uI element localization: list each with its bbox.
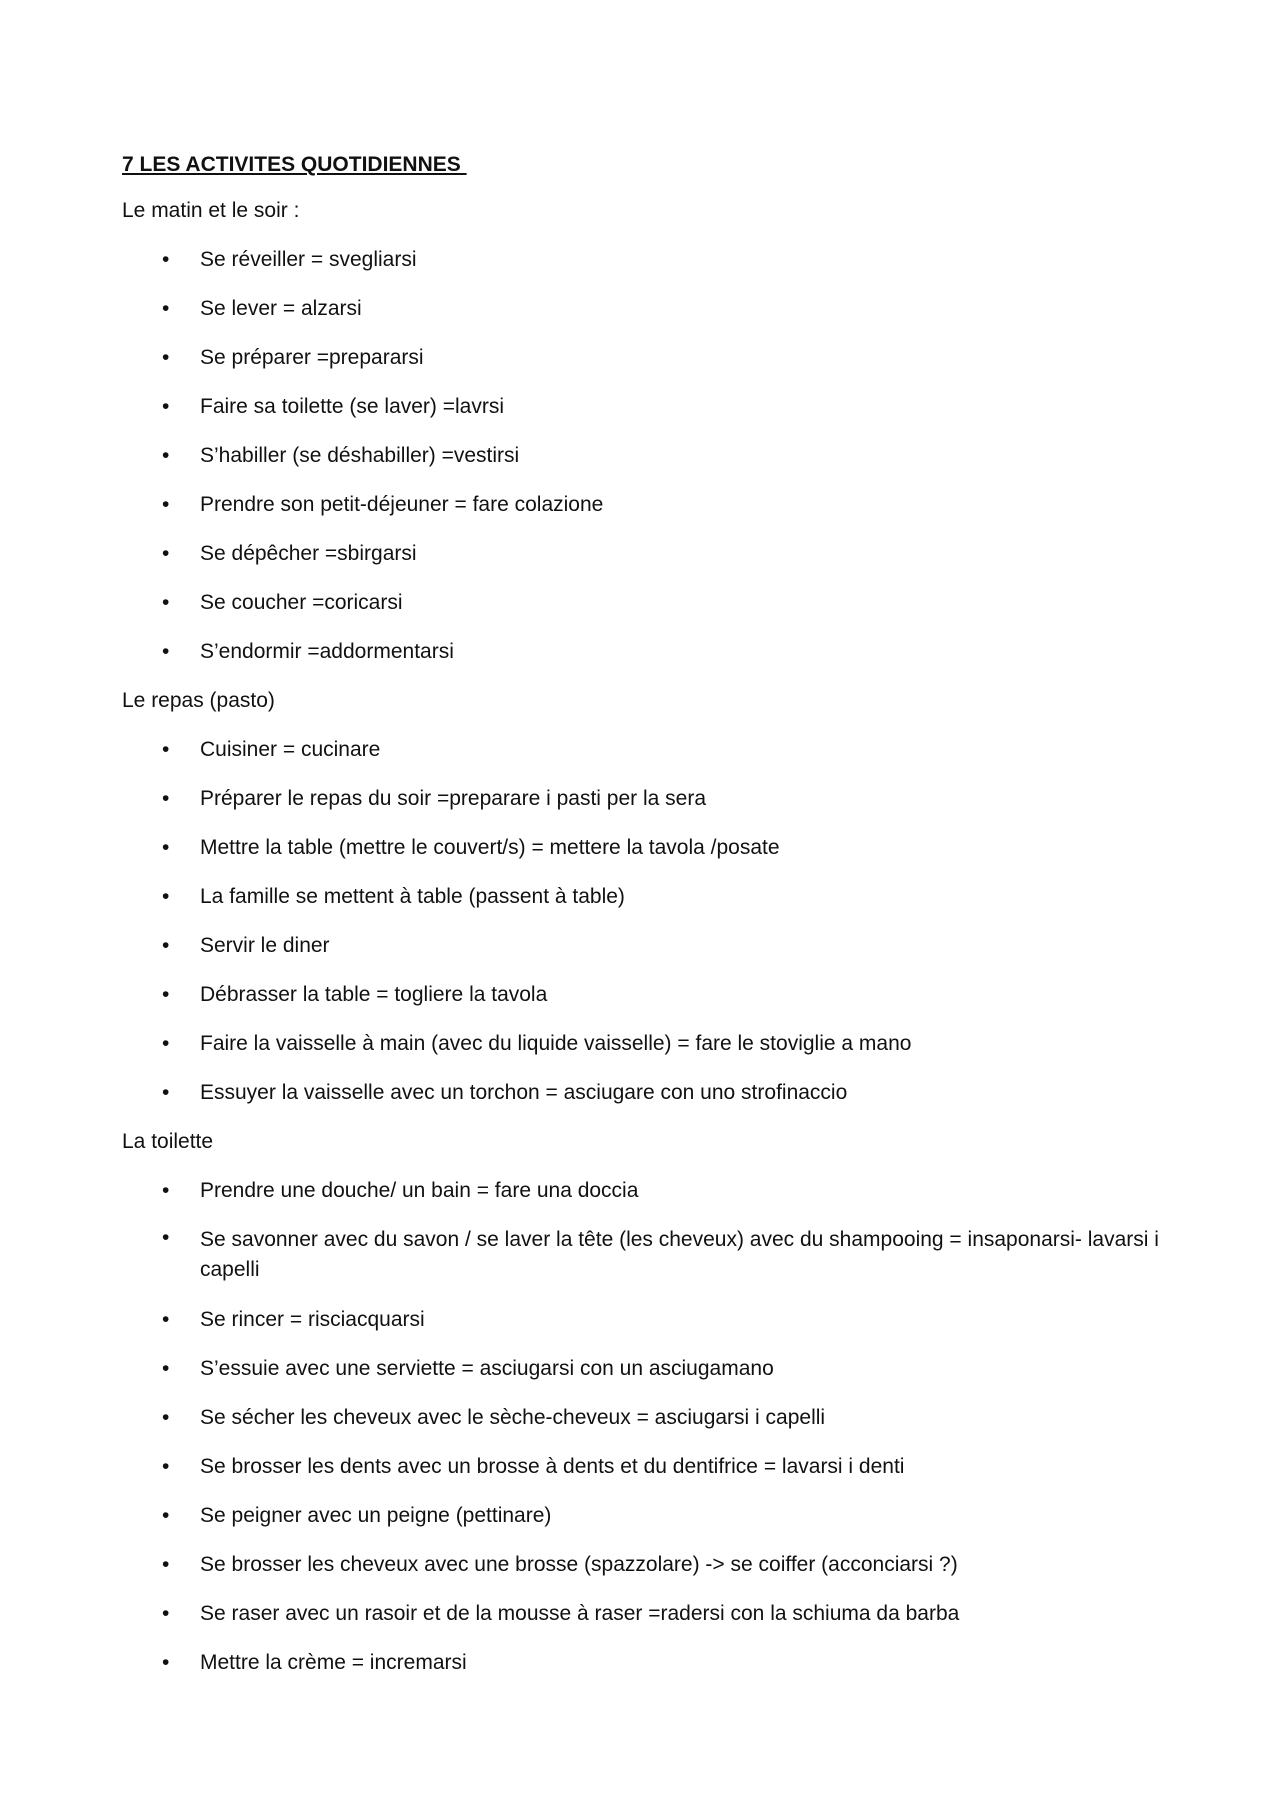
list-item: • S’habiller (se déshabiller) =vestirsi xyxy=(162,444,520,467)
list-item: • Essuyer la vaisselle avec un torchon = asciugare con uno strofinaccio xyxy=(162,1081,848,1104)
list-item: • Mettre la crème = incremarsi xyxy=(162,1651,467,1674)
bullet-icon: • xyxy=(162,591,170,614)
list-item: • Prendre une douche/ un bain = fare una doccia xyxy=(162,1179,639,1202)
bullet-icon: • xyxy=(162,493,170,516)
bullet-icon: • xyxy=(162,542,170,565)
list-item: • Cuisiner = cucinare xyxy=(162,738,381,761)
bullet-icon: • xyxy=(162,885,170,908)
section-heading: Le repas (pasto) xyxy=(122,689,275,712)
bullet-icon: • xyxy=(162,1032,170,1055)
bullet-icon: • xyxy=(162,738,170,761)
bullet-icon: • xyxy=(162,248,170,271)
bullet-icon: • xyxy=(162,1357,170,1380)
list-item: • Servir le diner xyxy=(162,934,330,957)
list-item: • Se rincer = risciacquarsi xyxy=(162,1308,425,1331)
bullet-icon: • xyxy=(162,836,170,859)
list-item: • Se préparer =prepararsi xyxy=(162,346,424,369)
document-page xyxy=(122,152,1172,1699)
list-item: • Se savonner avec du savon / se laver la tête (les cheveux) avec du shampooing = insaponarsi- lavarsi i capelli xyxy=(162,1226,1159,1281)
bullet-icon: • xyxy=(162,444,170,467)
section-morning-evening xyxy=(122,198,1172,688)
list-item: • Se coucher =coricarsi xyxy=(162,591,403,614)
bullet-icon: • xyxy=(162,1455,170,1478)
list-item: • Se raser avec un rasoir et de la mousse à raser =radersi con la schiuma da barba xyxy=(162,1602,960,1625)
bullet-icon: • xyxy=(162,1226,170,1249)
list-item: • Se réveiller = svegliarsi xyxy=(162,248,417,271)
bullet-icon: • xyxy=(162,1308,170,1331)
list-item: • S’essuie avec une serviette = asciugarsi con un asciugamano xyxy=(162,1357,774,1380)
list-item: • Préparer le repas du soir =preparare i pasti per la sera xyxy=(162,787,707,810)
list-item: • Débrasser la table = togliere la tavola xyxy=(162,983,548,1006)
vocab-list xyxy=(122,247,1172,688)
bullet-icon: • xyxy=(162,640,170,663)
list-item: • Se lever = alzarsi xyxy=(162,297,362,320)
bullet-icon: • xyxy=(162,346,170,369)
bullet-icon: • xyxy=(162,1553,170,1576)
list-item: • Faire la vaisselle à main (avec du liquide vaisselle) = fare le stoviglie a mano xyxy=(162,1032,912,1055)
section-toilette xyxy=(122,1129,1172,1699)
bullet-icon: • xyxy=(162,1179,170,1202)
vocab-list xyxy=(122,1178,1172,1699)
list-item: • Mettre la table (mettre le couvert/s) = mettere la tavola /posate xyxy=(162,836,780,859)
bullet-icon: • xyxy=(162,1406,170,1429)
bullet-icon: • xyxy=(162,787,170,810)
list-item: • Se sécher les cheveux avec le sèche-cheveux = asciugarsi i capelli xyxy=(162,1406,826,1429)
list-item: • S’endormir =addormentarsi xyxy=(162,640,454,663)
list-item: • La famille se mettent à table (passent à table) xyxy=(162,885,625,908)
section-meal xyxy=(122,688,1172,1129)
bullet-icon: • xyxy=(162,1504,170,1527)
vocab-list xyxy=(122,737,1172,1129)
list-item: • Se brosser les cheveux avec une brosse (spazzolare) -> se coiffer (acconciarsi ?) xyxy=(162,1553,958,1576)
section-heading: Le matin et le soir : xyxy=(122,199,300,222)
list-item: • Prendre son petit-déjeuner = fare colazione xyxy=(162,493,604,516)
bullet-icon: • xyxy=(162,1081,170,1104)
bullet-icon: • xyxy=(162,1602,170,1625)
list-item: • Faire sa toilette (se laver) =lavrsi xyxy=(162,395,505,418)
list-item: • Se brosser les dents avec un brosse à dents et du dentifrice = lavarsi i denti xyxy=(162,1455,905,1478)
bullet-icon: • xyxy=(162,934,170,957)
document-title: 7 LES ACTIVITES QUOTIDIENNES xyxy=(122,153,467,176)
list-item: • Se peigner avec un peigne (pettinare) xyxy=(162,1504,552,1527)
bullet-icon: • xyxy=(162,395,170,418)
section-heading: La toilette xyxy=(122,1130,214,1153)
bullet-icon: • xyxy=(162,983,170,1006)
bullet-icon: • xyxy=(162,1651,170,1674)
bullet-icon: • xyxy=(162,297,170,320)
list-item: • Se dépêcher =sbirgarsi xyxy=(162,542,417,565)
